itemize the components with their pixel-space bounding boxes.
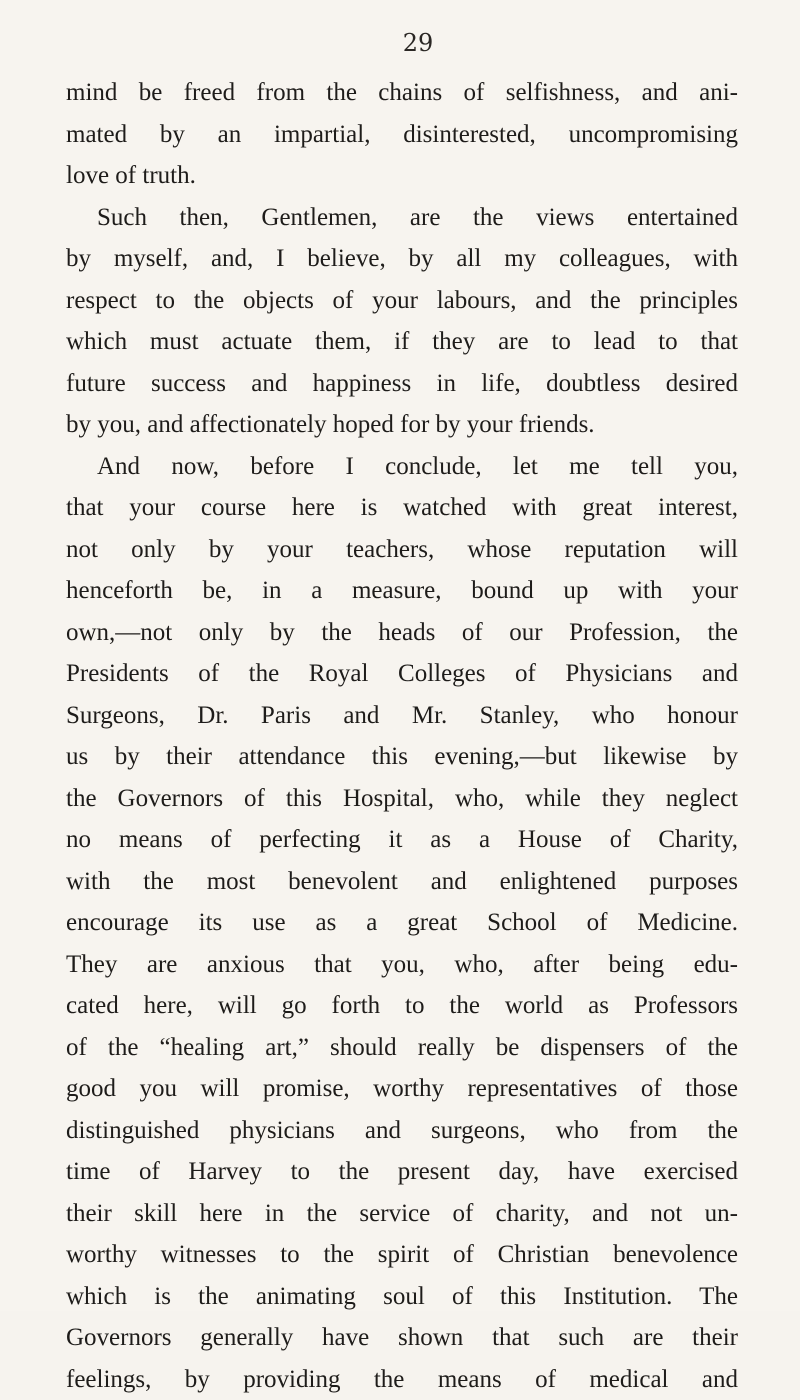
text-line: not only by your teachers, whose reputation will: [66, 529, 738, 571]
text-line: time of Harvey to the present day, have exercised: [66, 1151, 738, 1193]
text-line: love of truth.: [66, 155, 738, 197]
text-line: worthy witnesses to the spirit of Christian benevolence: [66, 1234, 738, 1276]
body-text: [66, 72, 738, 1400]
text-line: good you will promise, worthy representatives of those: [66, 1068, 738, 1110]
text-line: with the most benevolent and enlightened purposes: [66, 861, 738, 903]
text-line: future success and happiness in life, doubtless desired: [66, 363, 738, 405]
text-line: Governors generally have shown that such are their: [66, 1317, 738, 1359]
text-line: Such then, Gentlemen, are the views entertained: [66, 197, 738, 239]
text-line: respect to the objects of your labours, and the principles: [66, 280, 738, 322]
text-line: distinguished physicians and surgeons, who from the: [66, 1110, 738, 1152]
text-line: by you, and affectionately hoped for by your friends.: [66, 404, 738, 446]
text-line: the Governors of this Hospital, who, while they neglect: [66, 778, 738, 820]
text-line: encourage its use as a great School of Medicine.: [66, 902, 738, 944]
text-line: Presidents of the Royal Colleges of Physicians and: [66, 653, 738, 695]
text-line: feelings, by providing the means of medical and: [66, 1359, 738, 1400]
text-line: mated by an impartial, disinterested, uncompromising: [66, 114, 738, 156]
text-line: cated here, will go forth to the world as Professors: [66, 985, 738, 1027]
text-line: They are anxious that you, who, after being edu-: [66, 944, 738, 986]
text-line: us by their attendance this evening,—but likewise by: [66, 736, 738, 778]
page-number: 29: [18, 28, 800, 58]
text-line: of the “healing art,” should really be dispensers of the: [66, 1027, 738, 1069]
text-line: that your course here is watched with great interest,: [66, 487, 738, 529]
text-line: which is the animating soul of this Institution. The: [66, 1276, 738, 1318]
text-line: Surgeons, Dr. Paris and Mr. Stanley, who honour: [66, 695, 738, 737]
text-line: And now, before I conclude, let me tell you,: [66, 446, 738, 488]
text-line: mind be freed from the chains of selfishness, and ani-: [66, 72, 738, 114]
text-line: their skill here in the service of charity, and not un-: [66, 1193, 738, 1235]
text-line: no means of perfecting it as a House of Charity,: [66, 819, 738, 861]
text-line: by myself, and, I believe, by all my colleagues, with: [66, 238, 738, 280]
text-line: own,—not only by the heads of our Profession, the: [66, 612, 738, 654]
text-line: which must actuate them, if they are to lead to that: [66, 321, 738, 363]
text-line: henceforth be, in a measure, bound up with your: [66, 570, 738, 612]
